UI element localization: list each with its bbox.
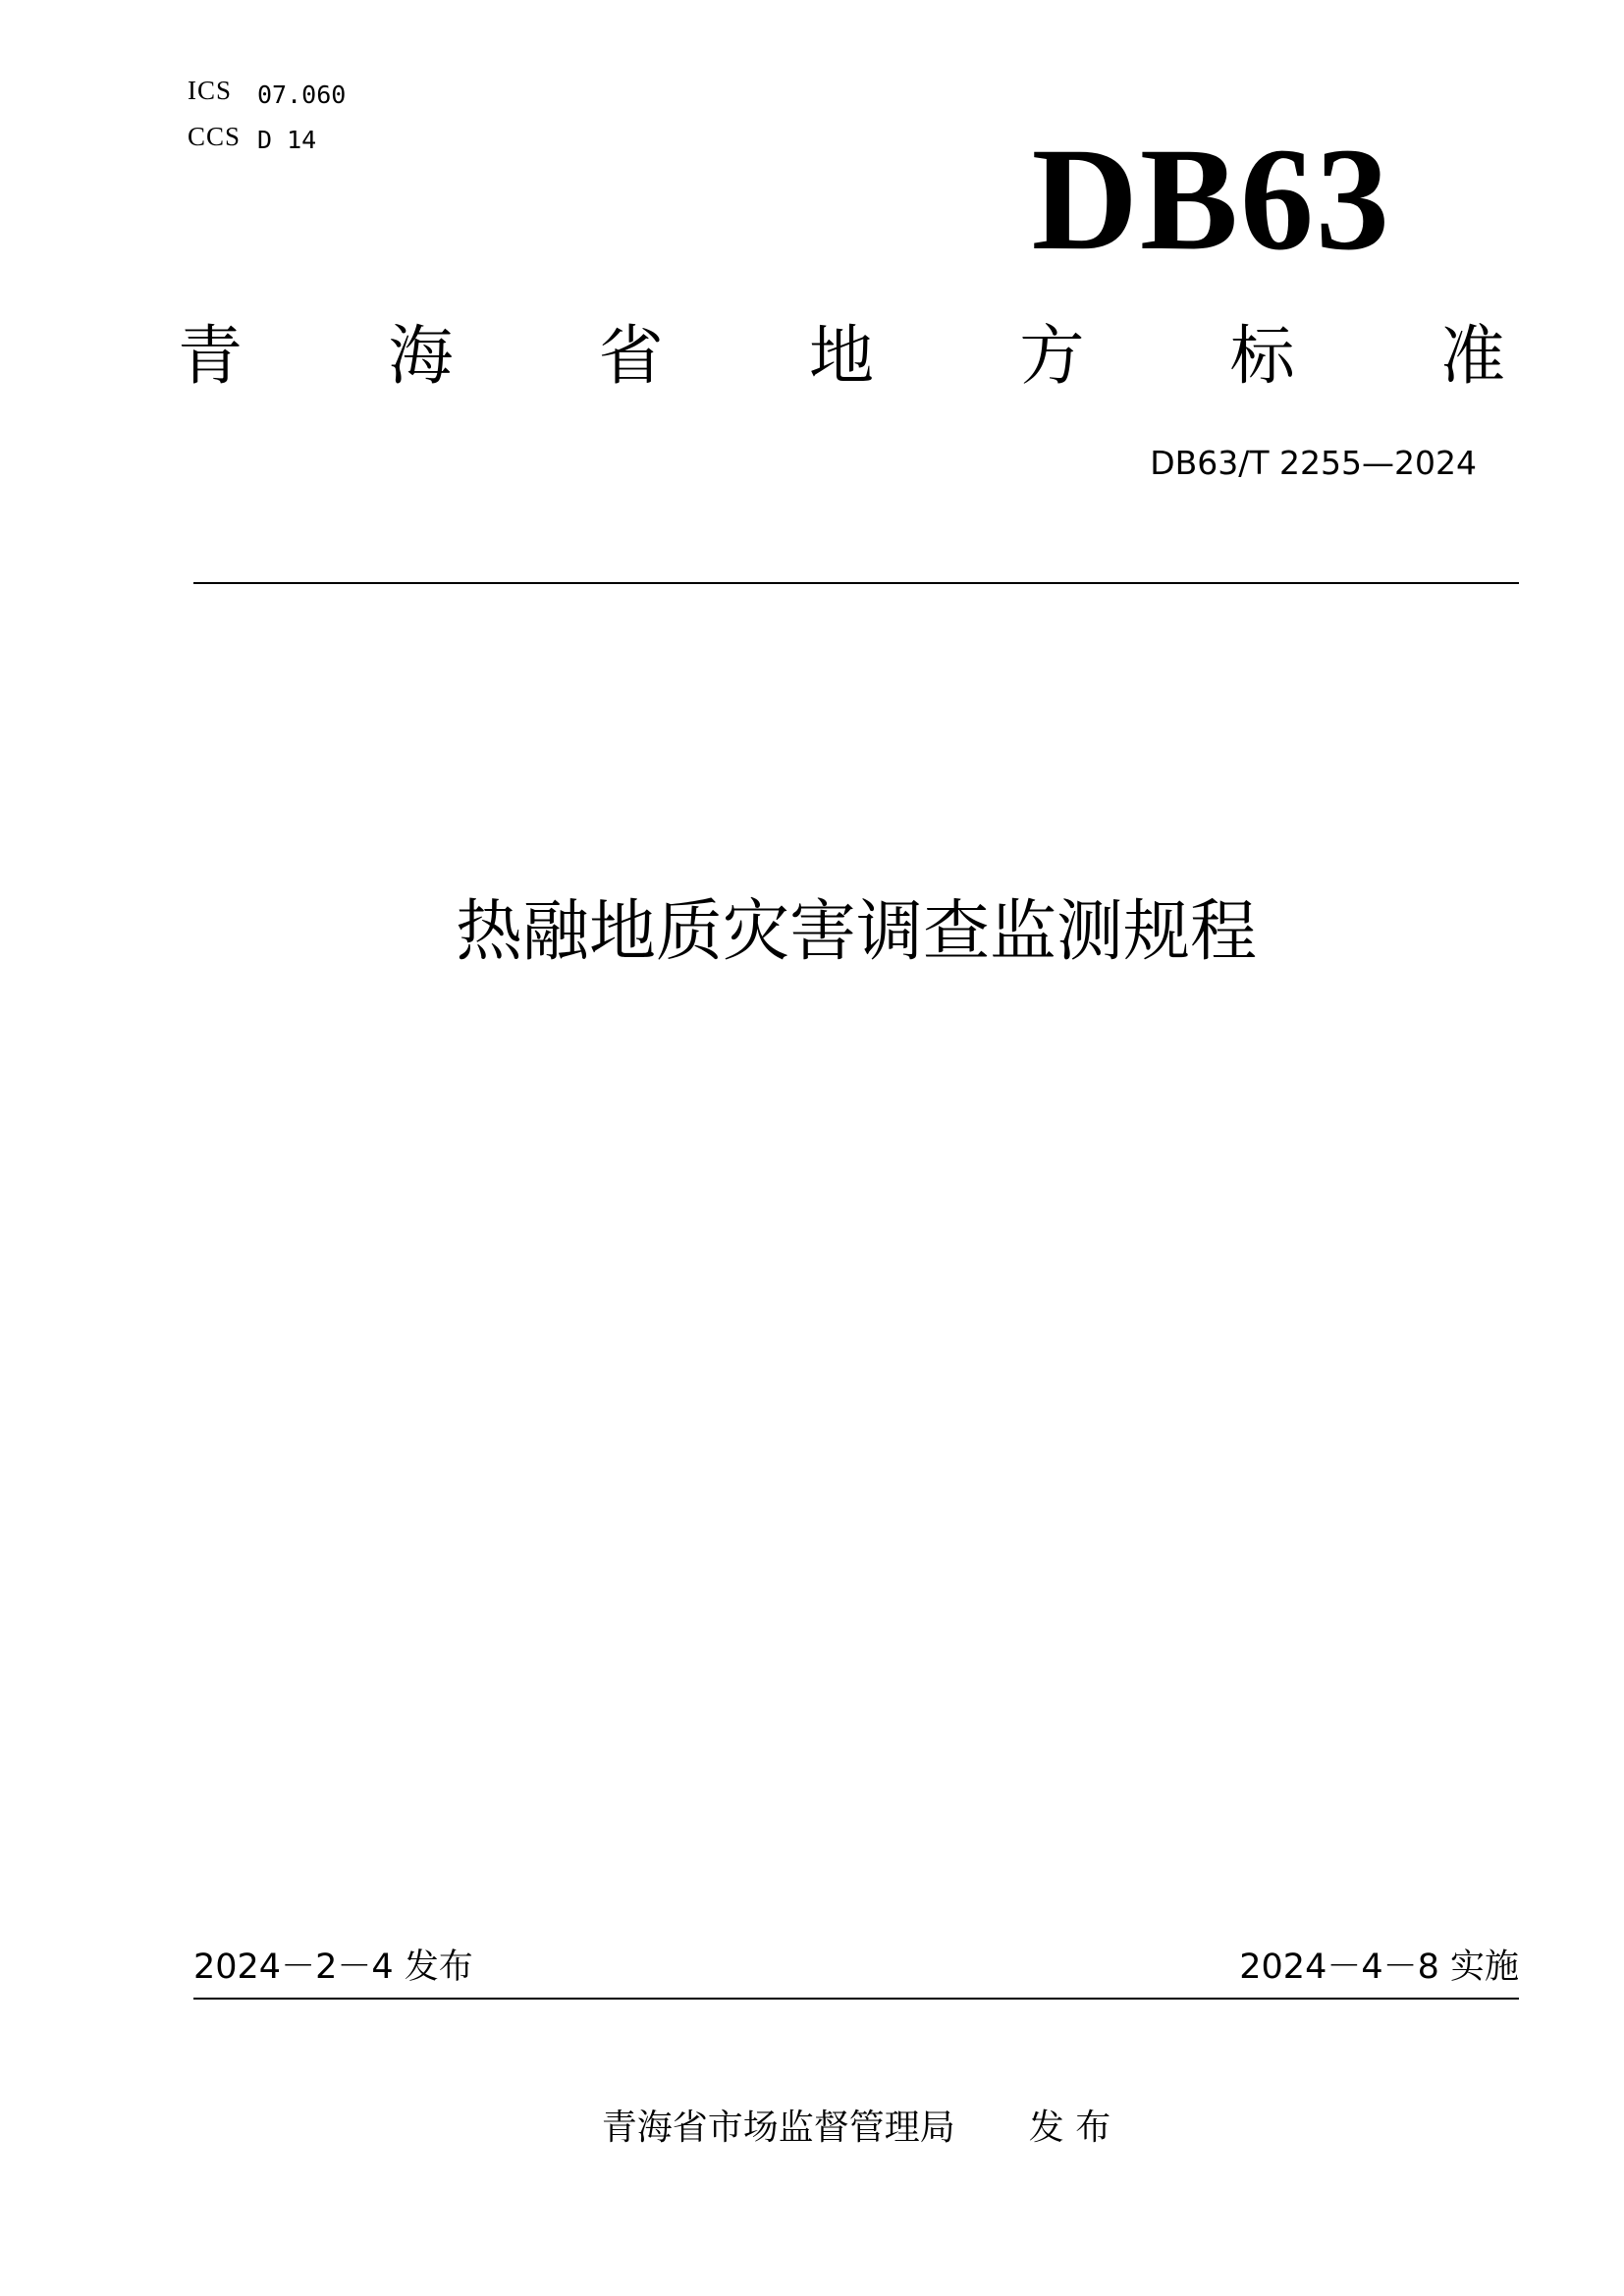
- standard-mark: DB63: [1031, 118, 1391, 281]
- issuer-line: [0, 2104, 1624, 2153]
- category-char: 海: [388, 318, 454, 394]
- category-char: 青: [178, 318, 243, 394]
- ccs-value: D 14: [257, 126, 317, 154]
- category-char: 地: [808, 318, 874, 394]
- category-char: 省: [598, 318, 664, 394]
- top-divider: [193, 582, 1519, 584]
- category-char: 标: [1229, 318, 1295, 394]
- issuer-name: 青海省市场监督管理局: [601, 2108, 955, 2148]
- ics-value: 07.060: [257, 80, 347, 109]
- ics-label: ICS: [188, 76, 233, 105]
- standard-category: [178, 312, 1505, 400]
- bottom-divider: [193, 1998, 1519, 2000]
- ccs-label: CCS: [188, 122, 242, 151]
- category-char: 方: [1019, 318, 1085, 394]
- category-char: 准: [1439, 318, 1505, 394]
- effective-date: 2024－4－8 实施: [1239, 1948, 1519, 1987]
- standard-number: DB63/T 2255—2024: [1150, 444, 1477, 482]
- document-title: 热融地质灾害调查监测规程: [455, 893, 1257, 971]
- issuer-action: 发 布: [1028, 2108, 1111, 2148]
- issue-date: 2024－2－4 发布: [193, 1948, 473, 1987]
